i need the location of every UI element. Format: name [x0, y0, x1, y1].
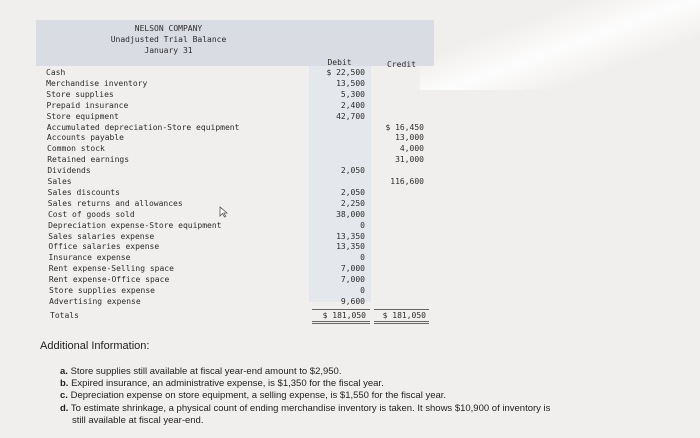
report-date: January 31: [144, 46, 193, 55]
credit-total: $ 181,050: [382, 310, 426, 320]
debit-amount: 2,050: [340, 166, 365, 176]
account-name: Common stock: [47, 144, 105, 154]
item-text: Depreciation expense on store equipment, a selling expense, is $1,550 for the fiscal year.: [70, 390, 447, 401]
debit-total: $ 181,050: [322, 310, 366, 320]
debit-amount: 0: [360, 286, 365, 295]
debit-amount: 13,500: [336, 78, 365, 88]
additional-info-item: [60, 403, 550, 414]
debit-amount: 2,250: [340, 198, 365, 208]
account-name: Sales: [47, 177, 72, 186]
report-title: Unadjusted Trial Balance: [110, 35, 227, 44]
total-rule: [312, 323, 370, 324]
debit-amount: $ 22,500: [326, 68, 365, 77]
account-name: Cash: [46, 68, 66, 77]
credit-amount: 4,000: [399, 144, 424, 154]
debit-amount: 5,300: [340, 89, 365, 99]
additional-info-item: [72, 415, 203, 426]
additional-info-heading: Additional Information:: [40, 340, 150, 352]
debit-amount: 7,000: [340, 275, 365, 285]
account-name: Advertising expense: [49, 296, 141, 306]
debit-amount: 0: [360, 253, 365, 263]
account-name: Insurance expense: [48, 253, 131, 263]
account-name: Office salaries expense: [48, 242, 160, 252]
item-marker: a.: [60, 366, 68, 377]
debit-amount: 9,600: [340, 296, 365, 306]
account-name: Rent expense-Selling space: [48, 264, 174, 274]
item-text: still available at fiscal year-end.: [72, 415, 204, 426]
additional-info-item: [60, 378, 384, 389]
total-rule: [312, 321, 370, 322]
trial-balance-table: [36, 20, 434, 332]
credit-header: Credit: [387, 60, 416, 69]
debit-amount: 38,000: [336, 209, 365, 219]
total-rule: [374, 323, 429, 324]
credit-amount: 13,000: [395, 133, 424, 143]
account-name: Accounts payable: [46, 133, 124, 143]
cursor-icon: [219, 206, 229, 218]
debit-amount: 42,700: [336, 111, 365, 121]
account-name: Store supplies: [46, 89, 114, 99]
item-marker: d.: [60, 403, 69, 414]
account-name: Merchandise inventory: [46, 78, 148, 88]
account-name: Accumulated depreciation-Store equipment: [46, 122, 240, 132]
account-name: Retained earnings: [47, 155, 130, 165]
account-name: Store supplies expense: [49, 286, 155, 295]
credit-amount: 31,000: [395, 155, 424, 165]
debit-header: Debit: [327, 58, 352, 67]
account-name: Sales salaries expense: [48, 231, 155, 241]
credit-amount: 116,600: [390, 177, 424, 186]
debit-amount: 7,000: [340, 264, 365, 274]
debit-amount: 0: [360, 220, 365, 230]
totals-label: Totals: [50, 310, 79, 320]
account-name: Dividends: [47, 166, 91, 176]
account-name: Depreciation expense-Store equipment: [48, 220, 222, 230]
account-name: Rent expense-Office space: [48, 275, 170, 285]
account-name: Prepaid insurance: [46, 100, 129, 110]
company-name: NELSON COMPANY: [134, 24, 203, 33]
additional-info-item: [60, 390, 446, 401]
account-name: Cost of goods sold: [47, 209, 135, 219]
debit-amount: 2,050: [340, 187, 365, 197]
total-rule: [374, 321, 429, 322]
item-text: Expired insurance, an administrative expense, is $1,350 for the fiscal year.: [71, 378, 384, 389]
debit-amount: 13,350: [336, 242, 365, 252]
account-name: Store equipment: [46, 111, 119, 121]
credit-amount: $ 16,450: [385, 122, 424, 132]
additional-info-item: [60, 366, 341, 377]
item-marker: c.: [60, 390, 68, 401]
item-text: Store supplies still available at fiscal year-end amount to $2,950.: [70, 366, 342, 377]
item-marker: b.: [60, 378, 69, 389]
account-name: Sales discounts: [47, 187, 120, 197]
debit-amount: 2,400: [340, 100, 365, 110]
item-text: To estimate shrinkage, a physical count of ending merchandise inventory is taken. It shows $10,900 of inventory is: [70, 403, 551, 414]
photo-glare: [420, 0, 700, 90]
total-rule: [312, 309, 370, 310]
total-rule: [374, 309, 429, 310]
account-name: Sales returns and allowances: [47, 198, 183, 208]
debit-amount: 13,350: [336, 231, 365, 241]
